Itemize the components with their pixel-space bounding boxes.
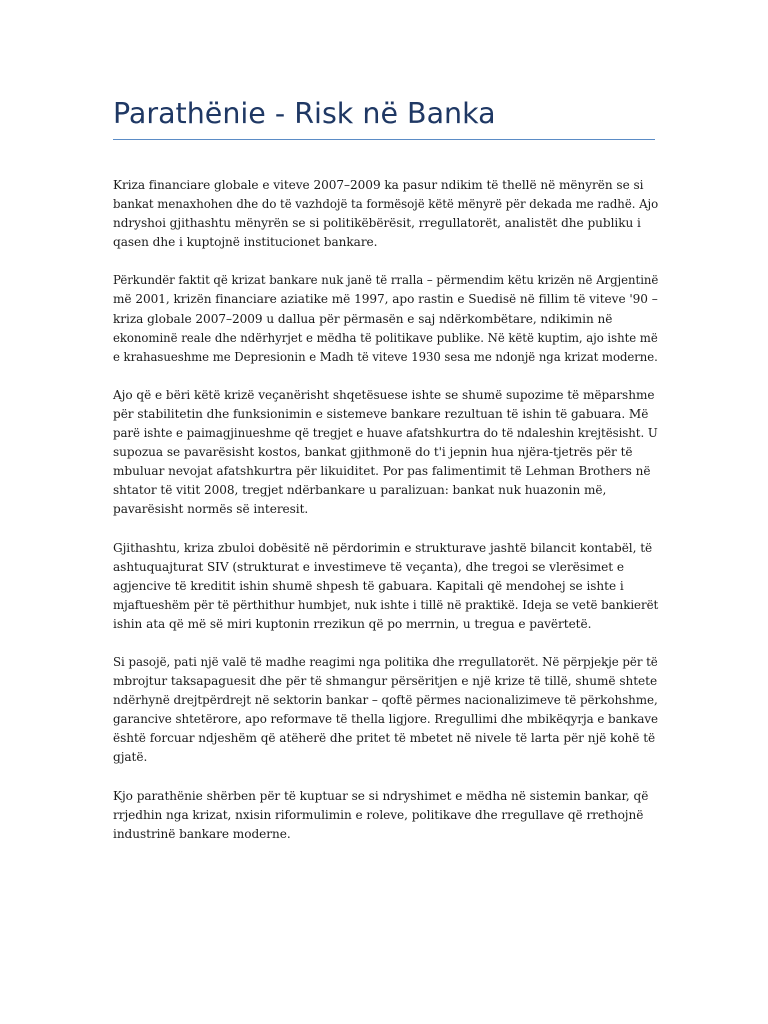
document-body [113, 176, 658, 863]
text-line: ndryshoi gjithashtu mënyrën se si politikëbërësit, rregullatorët, analistët dhe publiku i [113, 216, 641, 231]
text-line: më 2001, krizën financiare aziatike më 1997, apo rastin e Suedisë në fillim të viteve '90 – [113, 292, 658, 307]
text-line: mjaftueshëm për të përthithur humbjet, nuk ishte i tillë në praktikë. Ideja se vetë bankierët [113, 597, 659, 612]
text-line: ndërhynë drejtpërdrejt në sektorin bankar – qoftë përmes nacionalizimeve të përkohshme, [113, 693, 658, 708]
page-title: Parathënie - Risk në Banka [113, 97, 496, 130]
text-line: kriza globale 2007–2009 u dallua për përmasën e saj ndërkombëtare, ndikimin në [113, 311, 613, 326]
text-line: Kriza financiare globale e viteve 2007–2009 ka pasur ndikim të thellë në mënyrën se si [113, 178, 644, 192]
text-line: Kjo parathënie shërben për të kuptuar se si ndryshimet e mëdha në sistemin bankar, që [113, 788, 649, 803]
text-line: parë ishte e paimagjinueshme që tregjet e huave afatshkurtra do të ndaleshin krejtësisht. U [113, 426, 658, 441]
text-line: supozua se pavarësisht kostos, bankat gjithmonë do t'i jepnin hua njëra-tjetrës për të [113, 445, 633, 460]
text-line: agjencive të kreditit ishin shumë shpesh të gabuara. Kapitali që mendohej se ishte i [113, 578, 624, 593]
text-line: bankat menaxhohen dhe do të vazhdojë ta formësojë këtë mënyrë për dekada me radhë. Ajo [113, 197, 659, 212]
text-line: mbuluar nevojat afatshkurtra për likuiditet. Por pas falimentimit të Lehman Brothers në [113, 464, 651, 479]
text-line: garancive shtetërore, apo reformave të thella ligjore. Rregullimi dhe mbikëqyrja e bankave [113, 712, 658, 727]
text-line: ishin ata që më së miri kuptonin rrezikun që po merrnin, u tregua e pavërtetë. [113, 616, 592, 631]
paragraph-3 [113, 386, 658, 520]
text-line: rrjedhin nga krizat, nxisin riformulimin e roleve, politikave dhe rregullave që rrethojnë [113, 807, 644, 822]
paragraph-2 [113, 271, 658, 366]
text-line: Gjithashtu, kriza zbuloi dobësitë në përdorimin e strukturave jashtë bilancit kontabël, të [113, 540, 653, 555]
paragraph-6 [113, 787, 658, 844]
text-line: gjatë. [113, 750, 148, 765]
text-line: Ajo që e bëri këtë krizë veçanërisht shqetësuese ishte se shumë supozime të mëparshme [113, 387, 655, 402]
text-line: është forcuar ndjeshëm që atëherë dhe pritet të mbetet në nivele të larta për një kohë të [113, 731, 656, 746]
paragraph-1 [113, 176, 658, 252]
text-line: për stabilitetin dhe funksionimin e sistemeve bankare rezultuan të ishin të gabuara. Më [113, 406, 649, 421]
paragraph-5 [113, 653, 658, 768]
text-line: pavarësisht normës së interesit. [113, 502, 309, 517]
text-line: shtator të vitit 2008, tregjet ndërbankare u paralizuan: bankat nuk huazonin më, [113, 483, 607, 498]
text-line: ekonominë reale dhe ndërhyrjet e mëdha të politikave publike. Në këtë kuptim, ajo ishte më [113, 330, 658, 345]
text-line: e krahasueshme me Depresionin e Madh të viteve 1930 sesa me ndonjë nga krizat moderne. [113, 349, 658, 364]
text-line: Përkundër faktit që krizat bankare nuk janë të rralla – përmendim këtu krizën në Argjentinë [113, 273, 659, 288]
title-underline-rule [113, 139, 655, 140]
text-line: industrinë bankare moderne. [113, 826, 291, 841]
text-line: qasen dhe i kuptojnë institucionet bankare. [113, 235, 378, 250]
paragraph-4 [113, 539, 658, 634]
text-line: mbrojtur taksapaguesit dhe për të shmangur përsëritjen e një krize të tillë, shumë shtete [113, 674, 658, 689]
text-line: ashtuquajturat SIV (strukturat e investimeve të veçanta), dhe tregoi se vlerësimet e [113, 559, 624, 574]
text-line: Si pasojë, pati një valë të madhe reagimi nga politika dhe rregullatorët. Në përpjekje për të [113, 654, 658, 669]
